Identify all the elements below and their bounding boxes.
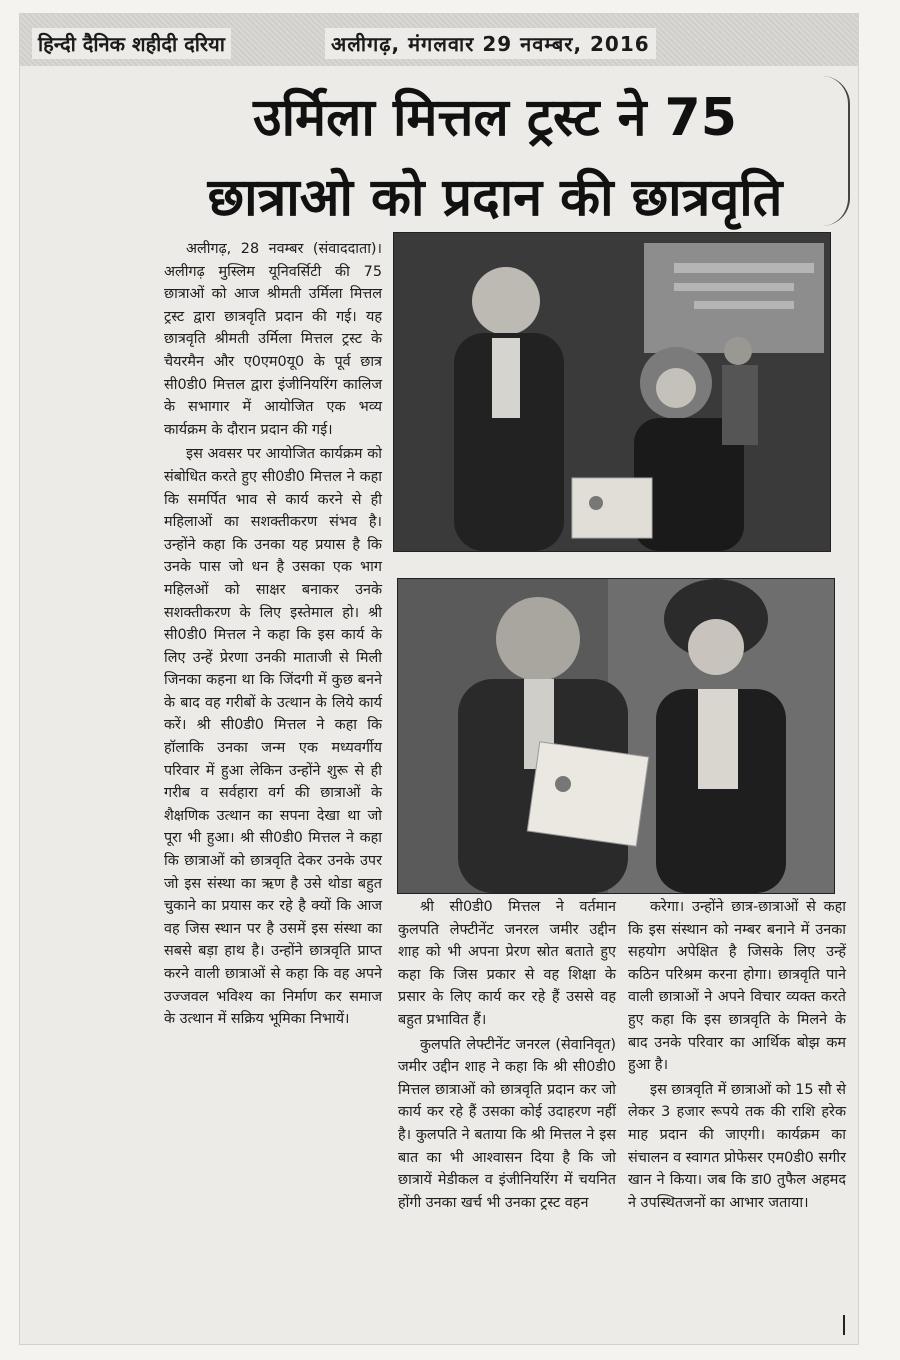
column-end-mark xyxy=(843,1315,845,1335)
masthead xyxy=(20,14,858,66)
photo-2-illustration xyxy=(398,579,834,893)
article-paragraph: कुलपति लेफ्टीनेंट जनरल (सेवानिवृत) जमीर उद्दीन शाह ने कहा कि श्री सी0डी0 मित्तल छात्राओं को छात्रवृति प्रदान कर जो कार्य कर रहे हैं उसका कोई उदाहरण नहीं है। कुलपति ने बताया कि श्री मित्तल ने इस बात का भी आश्वासन दिया है कि जो छात्रायें मेडीकल व इंजीनियरिंग में चयनित होंगी उनका खर्च भी उनका ट्रस्ट वहन xyxy=(398,1036,616,1211)
headline-line-1: उर्मिला मित्तल ट्रस्ट ने 75 xyxy=(253,88,737,148)
photo-1-illustration xyxy=(394,233,830,551)
photo-award-ceremony-2 xyxy=(397,578,835,894)
article-column-middle xyxy=(398,896,616,1216)
article-paragraph: इस छात्रवृति में छात्राओं को 15 सौ से लेकर 3 हजार रूपये तक की राशि हरेक माह प्रदान की जाएगी। कार्यक्रम का संचालन व स्वागत प्रोफेसर एम0डी0 सगीर खान ने किया। जब कि डा0 तुफैल अहमद ने उपस्थितजनों का आभार जताया। xyxy=(628,1081,846,1211)
headline-line-2: छात्राओ को प्रदान की छात्रवृति xyxy=(207,168,783,228)
article-column-right xyxy=(628,896,846,1216)
headline-bracket xyxy=(822,76,850,226)
paper-name: हिन्दी दैनिक शहीदी दरिया xyxy=(32,28,231,59)
article-column-left xyxy=(164,238,382,1033)
article-paragraph: श्री सी0डी0 मित्तल ने वर्तमान कुलपति लेफ्टीनेंट जनरल जमीर उद्दीन शाह को भी अपना प्रेरण स्रोत बताते हुए कहा कि जिस प्रकार से वह शिक्षा के प्रसार के लिए कार्य कर रहे हैं उससे वह बहुत प्रभावित हैं। xyxy=(398,899,616,1028)
article-paragraph: करेगा। उन्होंने छात्र-छात्राओं से कहा कि इस संस्थान को नम्बर बनाने में उनका सहयोग अपेक्षित है जिसके लिए उन्हें कठिन परिश्रम करना होगा। छात्रवृति पाने वाली छात्राओं ने अपने विचार व्यक्त करते हुए कहा कि इस छात्रवृति के मिलने के बाद उनके परिवार का आर्थिक बोझ कम हुआ है। xyxy=(628,899,846,1074)
dateline: अलीगढ़, मंगलवार 29 नवम्बर, 2016 xyxy=(325,28,656,59)
photo-award-ceremony-1 xyxy=(393,232,831,552)
article-paragraph: इस अवसर पर आयोजित कार्यक्रम को संबोधित करते हुए सी0डी0 मित्तल ने कहा कि समर्पित भाव से कार्य करने से ही महिलाओं का सशक्तीकरण संभव है। उन्होंने कहा कि उनका यह प्रयास है कि उनके पास जो धन है उसका एक भाग महिलओं को साक्षर बनाकर उनके सशक्तीकरण के लिए इस्तेमाल हो। श्री सी0डी0 मित्तल ने कहा कि इस कार्य के लिए उन्हें प्रेरणा उनकी माताजी से मिली जिनका कहना था कि जिंदगी में कुछ बनने के बाद वह गरीबों के उत्थान के लिये कार्य करें। श्री सी0डी0 मित्तल ने कहा कि हॉलाकि उनका जन्म एक मध्यवर्गीय परिवार में हुआ लेकिन उन्होंने शुरू से ही गरीब व सर्वहारा वर्ग की छात्राओं के शैक्षणिक उत्थान का सपना देखा था जो पूरा भी हुआ। श्री सी0डी0 मित्तल ने कहा कि छात्राओं को छात्रवृति देकर उनके उपर जो इस संस्था का ऋण है उसे थोडा बहुत चुकाने का प्रयास कर रहे है क्यों कि आज वह जिस स्थान पर है उसमें इस संस्था का सबसे बड़ा हाथ है। उन्होंने छात्रवृति प्राप्त करने वाली छात्राओं से कहा कि वह अपने उज्जवल भविश्य का निर्माण कर समाज के उत्थान में सक्रिय भूमिका निभायें। xyxy=(164,446,382,1028)
article-paragraph: अलीगढ़, 28 नवम्बर (संवाददाता)। अलीगढ़ मुस्लिम यूनिवर्सिटी की 75 छात्राओं को आज श्रीमती उर्मिला मित्तल ट्रस्ट द्वारा छात्रवृति प्रदान की गई। यह छात्रवृति श्रीमती उर्मिला मित्तल ट्रस्ट के चैयरमैन और ए0एम0यू0 के पूर्व छात्र सी0डी0 मित्तल द्वारा इंजीनियरिंग कालिज के सभागार में आयोजित एक भव्य कार्यक्रम के दौरान प्रदान की गई। xyxy=(164,241,382,438)
